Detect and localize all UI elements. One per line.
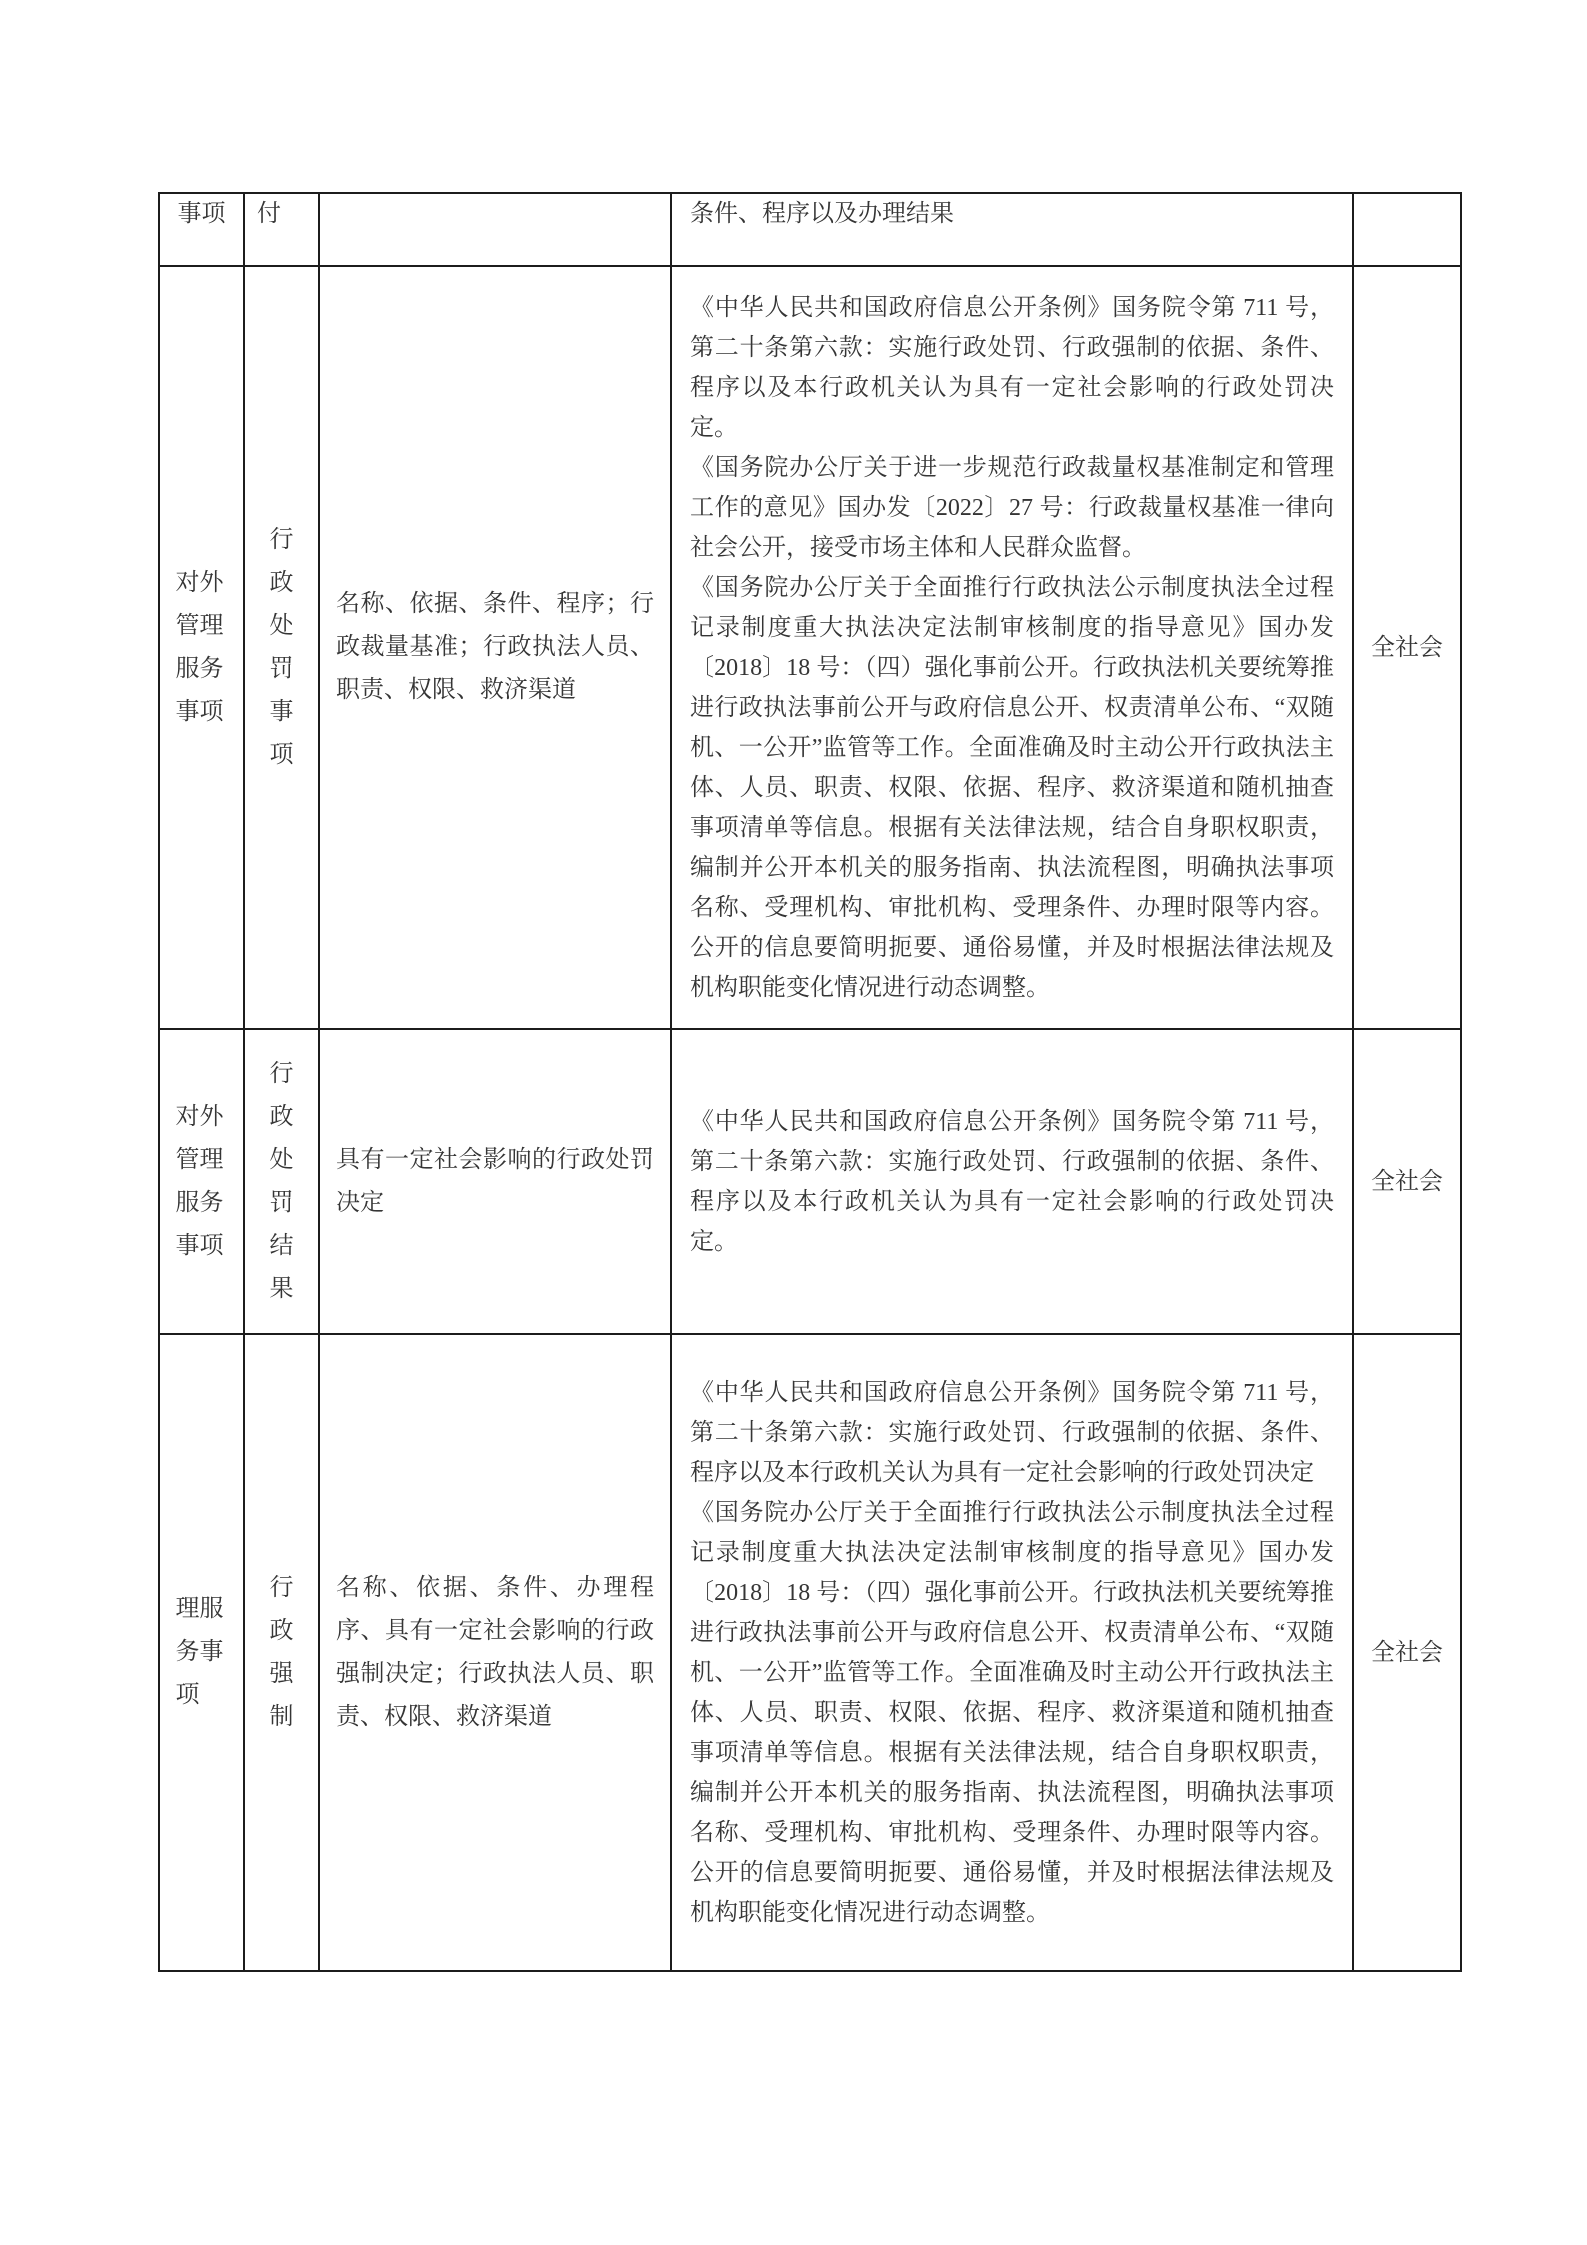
- table-row: [159, 1029, 1461, 1334]
- table-row: [159, 193, 1461, 266]
- basis-paragraph: 《中华人民共和国政府信息公开条例》国务院令第 711 号，第二十条第六款：实施行政处罚、行政强制的依据、条件、程序以及本行政机关认为具有一定社会影响的行政处罚决定。: [690, 294, 1334, 441]
- cell-category: [244, 1334, 319, 1971]
- cell-scope: [1353, 1029, 1461, 1334]
- table-row: [159, 266, 1461, 1029]
- item-text: 对外管理服务事项: [175, 1103, 224, 1259]
- cell-item: [159, 1029, 244, 1334]
- cell-item: [159, 266, 244, 1029]
- cell-content: [319, 193, 671, 266]
- content-text: 具有一定社会影响的行政处罚决定: [336, 1146, 654, 1216]
- cell-scope: [1353, 1334, 1461, 1971]
- basis-paragraph: 条件、程序以及办理结果: [690, 201, 954, 227]
- category-text: 行政处罚结果: [269, 1060, 294, 1302]
- cell-item: [159, 1334, 244, 1971]
- cell-content: [319, 1334, 671, 1971]
- basis-paragraph: 《国务院办公厅关于进一步规范行政裁量权基准制定和管理工作的意见》国办发〔2022〕27 号：行政裁量权基准一律向社会公开，接受市场主体和人民群众监督。: [690, 454, 1334, 561]
- item-text: 事项: [177, 201, 226, 227]
- content-text: 名称、依据、条件、办理程序、具有一定社会影响的行政强制决定；行政执法人员、职责、权限、救济渠道: [336, 1574, 654, 1730]
- scope-text: 全社会: [1371, 1168, 1443, 1195]
- category-text: 付: [257, 201, 281, 227]
- basis-paragraph: 《中华人民共和国政府信息公开条例》国务院令第 711 号，第二十条第六款：实施行政处罚、行政强制的依据、条件、程序以及本行政机关认为具有一定社会影响的行政处罚决定: [690, 1379, 1334, 1486]
- cell-item: [159, 193, 244, 266]
- item-text: 对外管理服务事项: [175, 569, 224, 725]
- cell-content: [319, 1029, 671, 1334]
- cell-basis: [671, 1334, 1353, 1971]
- cell-content: [319, 266, 671, 1029]
- scope-text: 全社会: [1371, 1639, 1443, 1666]
- content-text: 名称、依据、条件、程序；行政裁量基准；行政执法人员、职责、权限、救济渠道: [336, 591, 654, 703]
- table-row: [159, 1334, 1461, 1971]
- public-items-table: [158, 192, 1462, 1972]
- cell-category: [244, 1029, 319, 1334]
- cell-basis: [671, 266, 1353, 1029]
- cell-basis: [671, 193, 1353, 266]
- cell-scope: [1353, 193, 1461, 266]
- scope-text: 全社会: [1371, 634, 1443, 661]
- cell-basis: [671, 1029, 1353, 1334]
- basis-paragraph: 《中华人民共和国政府信息公开条例》国务院令第 711 号，第二十条第六款：实施行政处罚、行政强制的依据、条件、程序以及本行政机关认为具有一定社会影响的行政处罚决定。: [690, 1108, 1334, 1255]
- cell-category: [244, 266, 319, 1029]
- cell-category: [244, 193, 319, 266]
- category-text: 行政处罚事项: [269, 526, 294, 768]
- category-text: 行政强制: [269, 1574, 294, 1730]
- basis-paragraph: 《国务院办公厅关于全面推行行政执法公示制度执法全过程记录制度重大执法决定法制审核制度的指导意见》国办发〔2018〕18 号：（四）强化事前公开。行政执法机关要统筹推进行政执法事前公开与政府信息公开、权责清单公布、“双随机、一公开”监管等工作。全面准确及时主动公开行政执法主体、人员、职责、权限、依据、程序、救济渠道和随机抽查事项清单等信息。根据有关法律法规，结合自身职权职责，编制并公开本机关的服务指南、执法流程图，明确执法事项名称、受理机构、审批机构、受理条件、办理时限等内容。公开的信息要简明扼要、通俗易懂，并及时根据法律法规及机构职能变化情况进行动态调整。: [690, 1499, 1334, 1926]
- basis-paragraph: 《国务院办公厅关于全面推行行政执法公示制度执法全过程记录制度重大执法决定法制审核制度的指导意见》国办发〔2018〕18 号：（四）强化事前公开。行政执法机关要统筹推进行政执法事前公开与政府信息公开、权责清单公布、“双随机、一公开”监管等工作。全面准确及时主动公开行政执法主体、人员、职责、权限、依据、程序、救济渠道和随机抽查事项清单等信息。根据有关法律法规，结合自身职权职责，编制并公开本机关的服务指南、执法流程图，明确执法事项名称、受理机构、审批机构、受理条件、办理时限等内容。公开的信息要简明扼要、通俗易懂，并及时根据法律法规及机构职能变化情况进行动态调整。: [690, 574, 1334, 1001]
- cell-scope: [1353, 266, 1461, 1029]
- item-text: 理服务事项: [175, 1596, 224, 1708]
